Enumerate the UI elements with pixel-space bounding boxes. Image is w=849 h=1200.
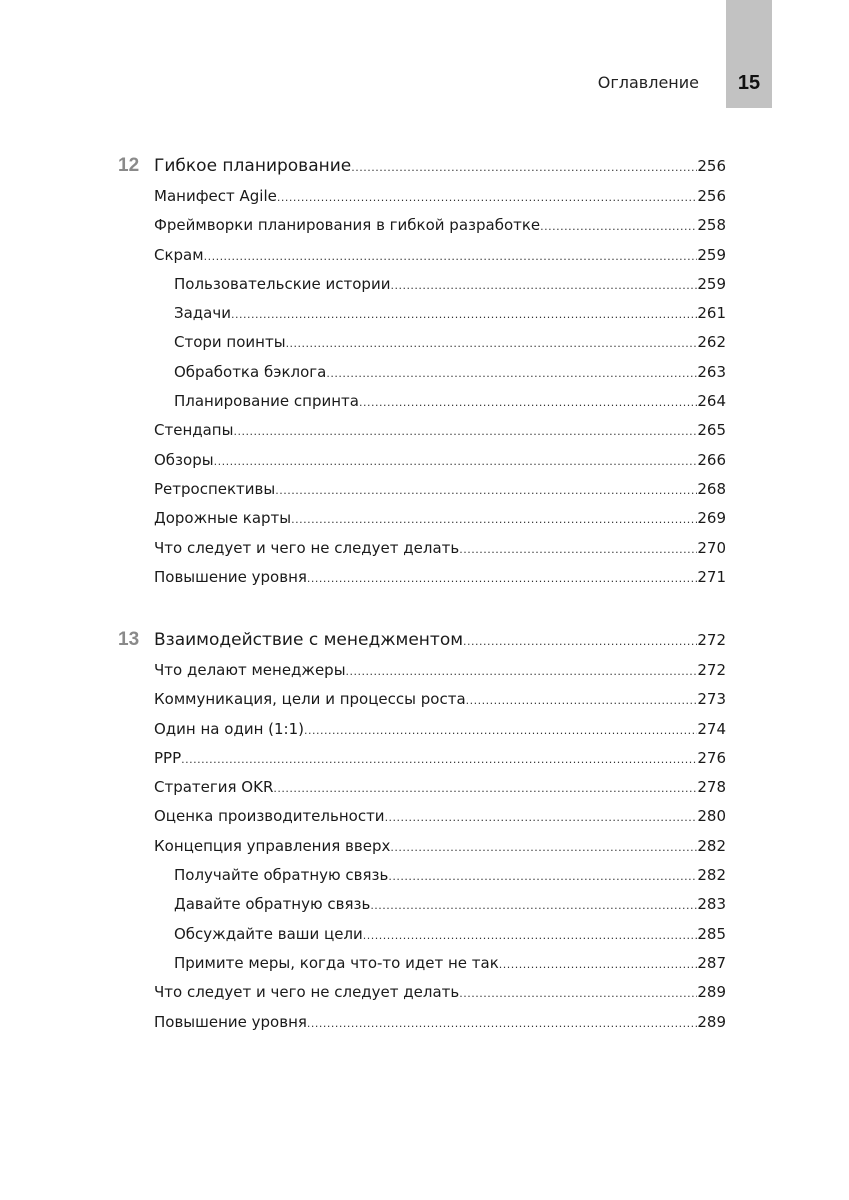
page-ref: 278: [697, 778, 726, 797]
toc-entry[interactable]: [118, 802, 726, 831]
entry-title: Дорожные карты: [154, 509, 292, 528]
dot-leader: [459, 979, 697, 1008]
page-ref: 259: [697, 274, 726, 293]
dot-leader: [231, 300, 697, 329]
chapter-number: 12: [118, 155, 140, 176]
entry-title: Обсуждайте ваши цели: [174, 924, 363, 943]
entry-title: Один на один (1:1): [154, 719, 304, 738]
entry-title: Задачи: [174, 304, 231, 323]
toc-subentry[interactable]: [118, 387, 726, 416]
dot-leader: [390, 271, 697, 300]
dot-leader: [499, 950, 698, 979]
toc-subentry[interactable]: [118, 861, 726, 890]
page-ref: 272: [697, 661, 726, 679]
page-ref: 285: [697, 924, 726, 943]
dot-leader: [370, 891, 697, 920]
page-ref: 268: [697, 479, 726, 498]
page-number: 15: [737, 72, 761, 94]
dot-leader: [390, 833, 697, 862]
page-ref: 266: [697, 450, 726, 469]
dot-leader: [466, 686, 698, 715]
page-ref: 263: [697, 362, 726, 381]
dot-leader: [459, 535, 697, 564]
dot-leader: [181, 745, 697, 774]
dot-leader: [273, 774, 697, 803]
chapter-number: 13: [118, 629, 140, 650]
entry-title: Стратегия OKR: [154, 778, 274, 797]
page-ref: 272: [697, 631, 726, 649]
entry-title: Получайте обратную связь: [174, 866, 389, 885]
toc-entry[interactable]: [118, 416, 726, 445]
chapter-title: Взаимодействие с менеджментом: [154, 630, 464, 650]
dot-leader: [304, 716, 697, 745]
entry-title: Давайте обратную связь: [174, 895, 371, 914]
toc-entry[interactable]: [118, 656, 726, 685]
page-ref: 283: [697, 895, 726, 914]
entry-title: Концепция управления вверх: [154, 836, 391, 855]
toc-entry[interactable]: [118, 475, 726, 504]
toc-entry[interactable]: [118, 241, 726, 270]
page-ref: 276: [697, 748, 726, 767]
chapter-13: [118, 624, 726, 1037]
toc-entry[interactable]: [118, 978, 726, 1007]
dot-leader: [385, 803, 698, 832]
dot-leader: [346, 657, 698, 686]
page-ref: 289: [697, 983, 726, 1002]
chapter-title: Гибкое планирование: [154, 156, 352, 176]
page-ref: 270: [697, 538, 726, 557]
dot-leader: [326, 359, 697, 388]
entry-title: Стендапы: [154, 421, 234, 440]
toc-entry[interactable]: [118, 773, 726, 802]
entry-title: Повышение уровня: [154, 567, 307, 586]
page-ref: 256: [697, 157, 726, 175]
chapter-heading[interactable]: [118, 624, 726, 656]
entry-title: Коммуникация, цели и процессы роста: [154, 690, 466, 709]
entry-title: Повышение уровня: [154, 1012, 307, 1031]
toc-entry[interactable]: [118, 685, 726, 714]
toc-entry[interactable]: [118, 504, 726, 533]
entry-title: Скрам: [154, 245, 204, 264]
toc-subentry[interactable]: [118, 890, 726, 919]
toc-entry[interactable]: [118, 744, 726, 773]
page-number-tab: [726, 0, 772, 108]
toc-subentry[interactable]: [118, 328, 726, 357]
dot-leader: [277, 183, 698, 212]
entry-title: Стори поинты: [174, 333, 286, 352]
page-ref: 258: [697, 216, 726, 235]
entry-title: PPP: [154, 748, 182, 767]
page-ref: 262: [697, 333, 726, 352]
page-ref: 280: [697, 807, 726, 826]
toc-entry[interactable]: [118, 715, 726, 744]
page-ref: 259: [697, 245, 726, 264]
entry-title: Оценка производительности: [154, 807, 385, 826]
entry-title: Обработка бэклога: [174, 362, 327, 381]
page-ref: 273: [697, 690, 726, 709]
dot-leader: [204, 242, 698, 271]
entry-title: Что делают менеджеры: [154, 661, 346, 679]
entry-title: Примите меры, когда что-то идет не так: [174, 953, 499, 972]
entry-title: Что следует и чего не следует делать: [154, 983, 460, 1002]
chapter-12: [118, 150, 726, 592]
dot-leader: [233, 417, 697, 446]
entry-title: Фреймворки планирования в гибкой разработке: [154, 216, 541, 235]
page-ref: 261: [697, 304, 726, 323]
page-ref: 282: [697, 866, 726, 885]
toc-subentry[interactable]: [118, 920, 726, 949]
toc-entry[interactable]: [118, 1008, 726, 1037]
entry-title: Планирование спринта: [174, 392, 359, 411]
dot-leader: [363, 921, 698, 950]
toc-entry[interactable]: [118, 563, 726, 592]
page-ref: 287: [697, 953, 726, 972]
dot-leader: [286, 329, 698, 358]
dot-leader: [540, 212, 697, 241]
entry-title: Что следует и чего не следует делать: [154, 538, 460, 557]
toc-subentry[interactable]: [118, 358, 726, 387]
page-ref: 264: [697, 392, 726, 411]
entry-title: Ретроспективы: [154, 479, 276, 498]
dot-leader: [291, 505, 697, 534]
dot-leader: [275, 476, 697, 505]
dot-leader: [463, 626, 697, 658]
entry-title: Пользовательские истории: [174, 274, 391, 293]
toc-entry[interactable]: [118, 182, 726, 211]
entry-title: Обзоры: [154, 450, 214, 469]
toc-subentry[interactable]: [118, 949, 726, 978]
dot-leader: [307, 1009, 697, 1038]
toc-entry[interactable]: [118, 534, 726, 563]
page-ref: 271: [697, 567, 726, 586]
toc-subentry[interactable]: [118, 299, 726, 328]
toc-entry[interactable]: [118, 832, 726, 861]
dot-leader: [351, 152, 697, 184]
dot-leader: [359, 388, 697, 417]
dot-leader: [388, 862, 697, 891]
page-ref: 269: [697, 509, 726, 528]
page-ref: 274: [697, 719, 726, 738]
toc-entry[interactable]: [118, 211, 726, 240]
toc-subentry[interactable]: [118, 270, 726, 299]
page-ref: 265: [697, 421, 726, 440]
entry-title: Манифест Agile: [154, 187, 277, 205]
toc-entry[interactable]: [118, 446, 726, 475]
page-ref: 289: [697, 1012, 726, 1031]
page-ref: 282: [697, 836, 726, 855]
dot-leader: [307, 564, 697, 593]
dot-leader: [214, 447, 698, 476]
page-ref: 256: [697, 187, 726, 205]
running-header-title: Оглавление: [597, 73, 699, 92]
chapter-heading[interactable]: [118, 150, 726, 182]
